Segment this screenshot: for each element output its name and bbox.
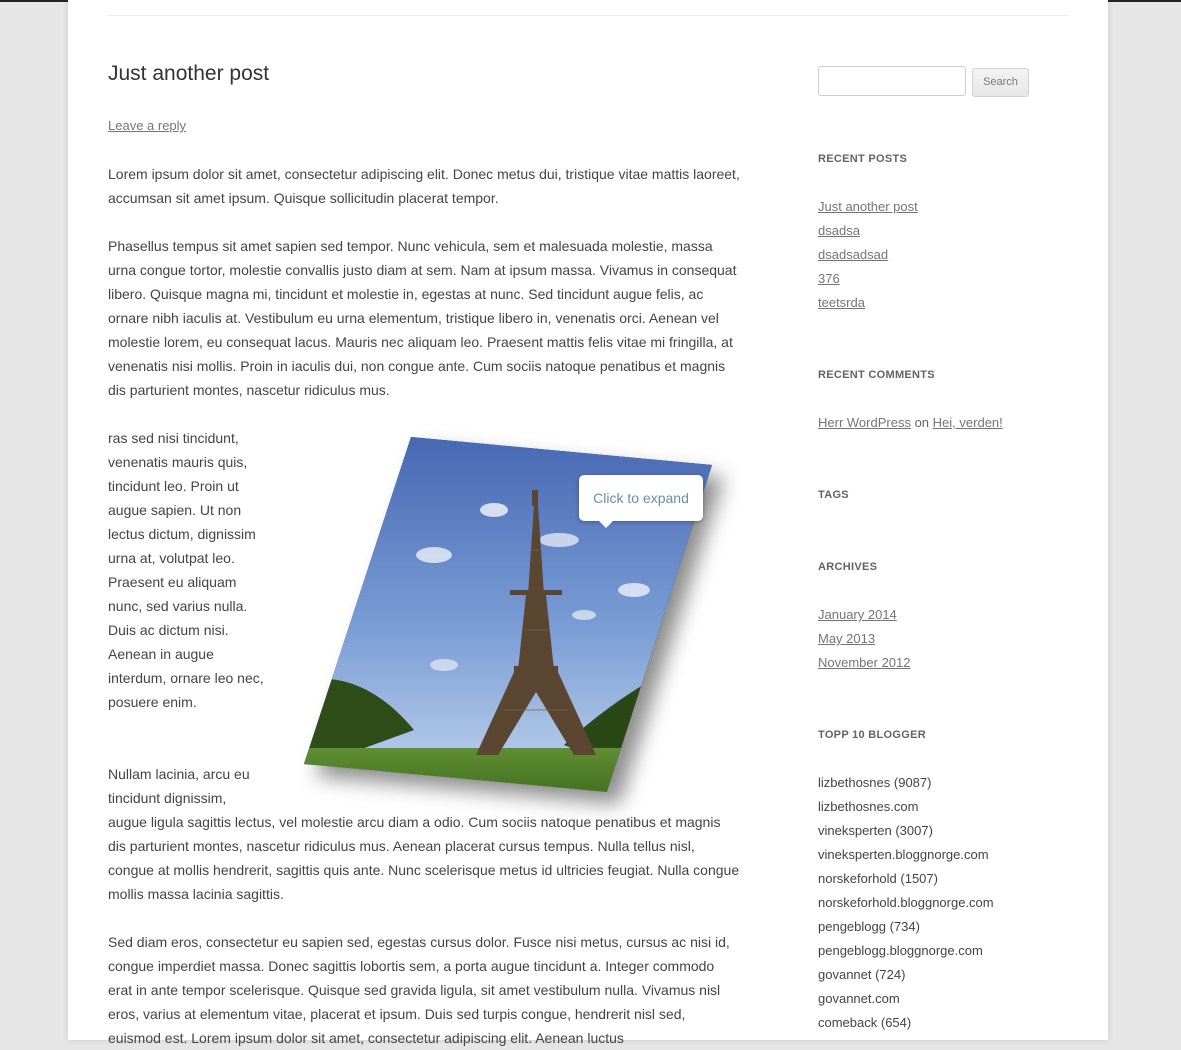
list-item	[818, 651, 911, 675]
top-blog-item[interactable]: pengeblogg.bloggnorge.com	[818, 943, 983, 958]
top-blog-item[interactable]: norskeforhold.bloggnorge.com	[818, 895, 994, 910]
top-blog-item[interactable]: govannet (724)	[818, 967, 906, 982]
recent-post-link[interactable]: teetsrda	[818, 295, 865, 310]
list-item	[818, 243, 918, 267]
recent-post-link[interactable]: dsadsadsad	[818, 247, 889, 262]
recent-post-link[interactable]: dsadsa	[818, 223, 860, 238]
list-item	[818, 627, 911, 651]
archive-link[interactable]: November 2012	[818, 655, 911, 670]
top-blog-item[interactable]: comeback (654)	[818, 1015, 912, 1030]
paragraph-start: Nullam lacinia, arcu eu tincidunt dignissim,	[108, 766, 250, 806]
leave-reply-link[interactable]: Leave a reply	[108, 118, 187, 133]
top-blog-item[interactable]: govannet.com	[818, 991, 900, 1006]
recent-posts-list	[818, 195, 918, 315]
recent-comments-heading: RECENT COMMENTS	[818, 369, 935, 381]
post-paragraph: Phasellus tempus sit amet sapien sed tempor. Nunc vehicula, sem et malesuada molestie, massa urna congue tortor, molestie convallis justo diam at sem. Nam at ipsum massa. Vivamus in consequat libero. Quisque magna mi, tincidunt et molestie in, egestas at nunc. Sed tincidunt augue felis, ac ornare nibh iaculis at. Vestibulum eu urna elementum, tristique libero in, venenatis orci. Aenean vel molestie lorem, eu consequat lacus. Mauris nec aliquam leo. Praesent mattis felis vitae mi fringilla, at venenatis nisi mollis. Proin in iaculis dui, non congue ante. Cum sociis natoque penatibus et magnis dis parturient montes, nascetur ridiculus mus.	[108, 238, 737, 398]
archive-link[interactable]: May 2013	[818, 631, 876, 646]
recent-posts-heading: RECENT POSTS	[818, 153, 908, 165]
top-blog-item[interactable]: pengeblogg (734)	[818, 919, 920, 934]
top-blogs-heading: TOPP 10 BLOGGER	[818, 729, 927, 741]
click-to-expand-tooltip[interactable]: Click to expand	[579, 475, 703, 521]
page-container	[68, 0, 1108, 1046]
archive-link[interactable]: January 2014	[818, 607, 897, 622]
recent-post-link[interactable]: 376	[818, 271, 840, 286]
list-item	[818, 267, 918, 291]
post-paragraph: Sed diam eros, consectetur eu sapien sed, egestas cursus dolor. Fusce nisi metus, cursus ac nisi id, congue imperdiet massa. Donec sagittis lobortis sem, a porta augue tincidunt a. Integer commodo erat in ante tempor scelerisque. Quisque sed gravida ligula, sit amet vestibulum nulla. Vivamus nisl eros, varius at elementum vitae, placerat et ipsum. Duis sed turpis congue, hendrerit nisl sed, euismod est. Lorem ipsum dolor sit amet, consectetur adipiscing elit. Aenean luctus	[108, 934, 730, 1046]
search-button[interactable]: Search	[972, 68, 1029, 97]
list-item	[818, 291, 918, 315]
tags-heading: TAGS	[818, 489, 849, 501]
post-title[interactable]: Just another post	[108, 62, 270, 85]
list-item	[818, 195, 918, 219]
comment-connector: on	[914, 415, 930, 430]
post-paragraph: Lorem ipsum dolor sit amet, consectetur adipiscing elit. Donec metus dui, tristique vitae mattis laoreet, accumsan sit amet ipsum. Quisque sollicitudin placerat tempor.	[108, 166, 740, 206]
paragraph-rest: augue ligula sagittis lectus, vel molestie arcu diam a odio. Cum sociis natoque penatibus et magnis dis parturient montes, nascetur ridiculus mus. Aenean placerat cursus tempus. Nulla tellus nisl, congue at mollis hendrerit, sagittis quis ante. Nunc scelerisque metus id ultricies feugiat. Nulla congue mollis massa lacinia sagittis.	[108, 814, 740, 902]
top-blogs-list	[818, 771, 994, 1035]
archives-heading: ARCHIVES	[818, 561, 878, 573]
top-blog-item[interactable]: lizbethosnes.com	[818, 799, 919, 814]
top-blog-item[interactable]: lizbethosnes (9087)	[818, 775, 932, 790]
comment-post-link[interactable]: Hei, verden!	[932, 415, 1003, 430]
list-item	[818, 603, 911, 627]
list-item	[818, 411, 1003, 435]
search-input[interactable]	[818, 66, 966, 96]
top-blog-item[interactable]: vineksperten (3007)	[818, 823, 933, 838]
archives-list	[818, 603, 911, 675]
list-item	[818, 219, 918, 243]
recent-comments-list	[818, 411, 1003, 435]
comment-author-link[interactable]: Herr WordPress	[818, 415, 911, 430]
header-divider	[108, 15, 1068, 16]
top-blog-item[interactable]: vineksperten.bloggnorge.com	[818, 847, 989, 862]
recent-post-link[interactable]: Just another post	[818, 199, 918, 214]
top-blog-item[interactable]: norskeforhold (1507)	[818, 871, 938, 886]
post-paragraph: ras sed nisi tincidunt, venenatis mauris quis, tincidunt leo. Proin ut augue sapien. Ut non lectus dictum, dignissim urna at, volutpat leo. Praesent eu aliquam nunc, sed varius nulla. Duis ac dictum nisi. Aenean in augue interdum, ornare leo nec, posuere enim.	[108, 430, 264, 710]
